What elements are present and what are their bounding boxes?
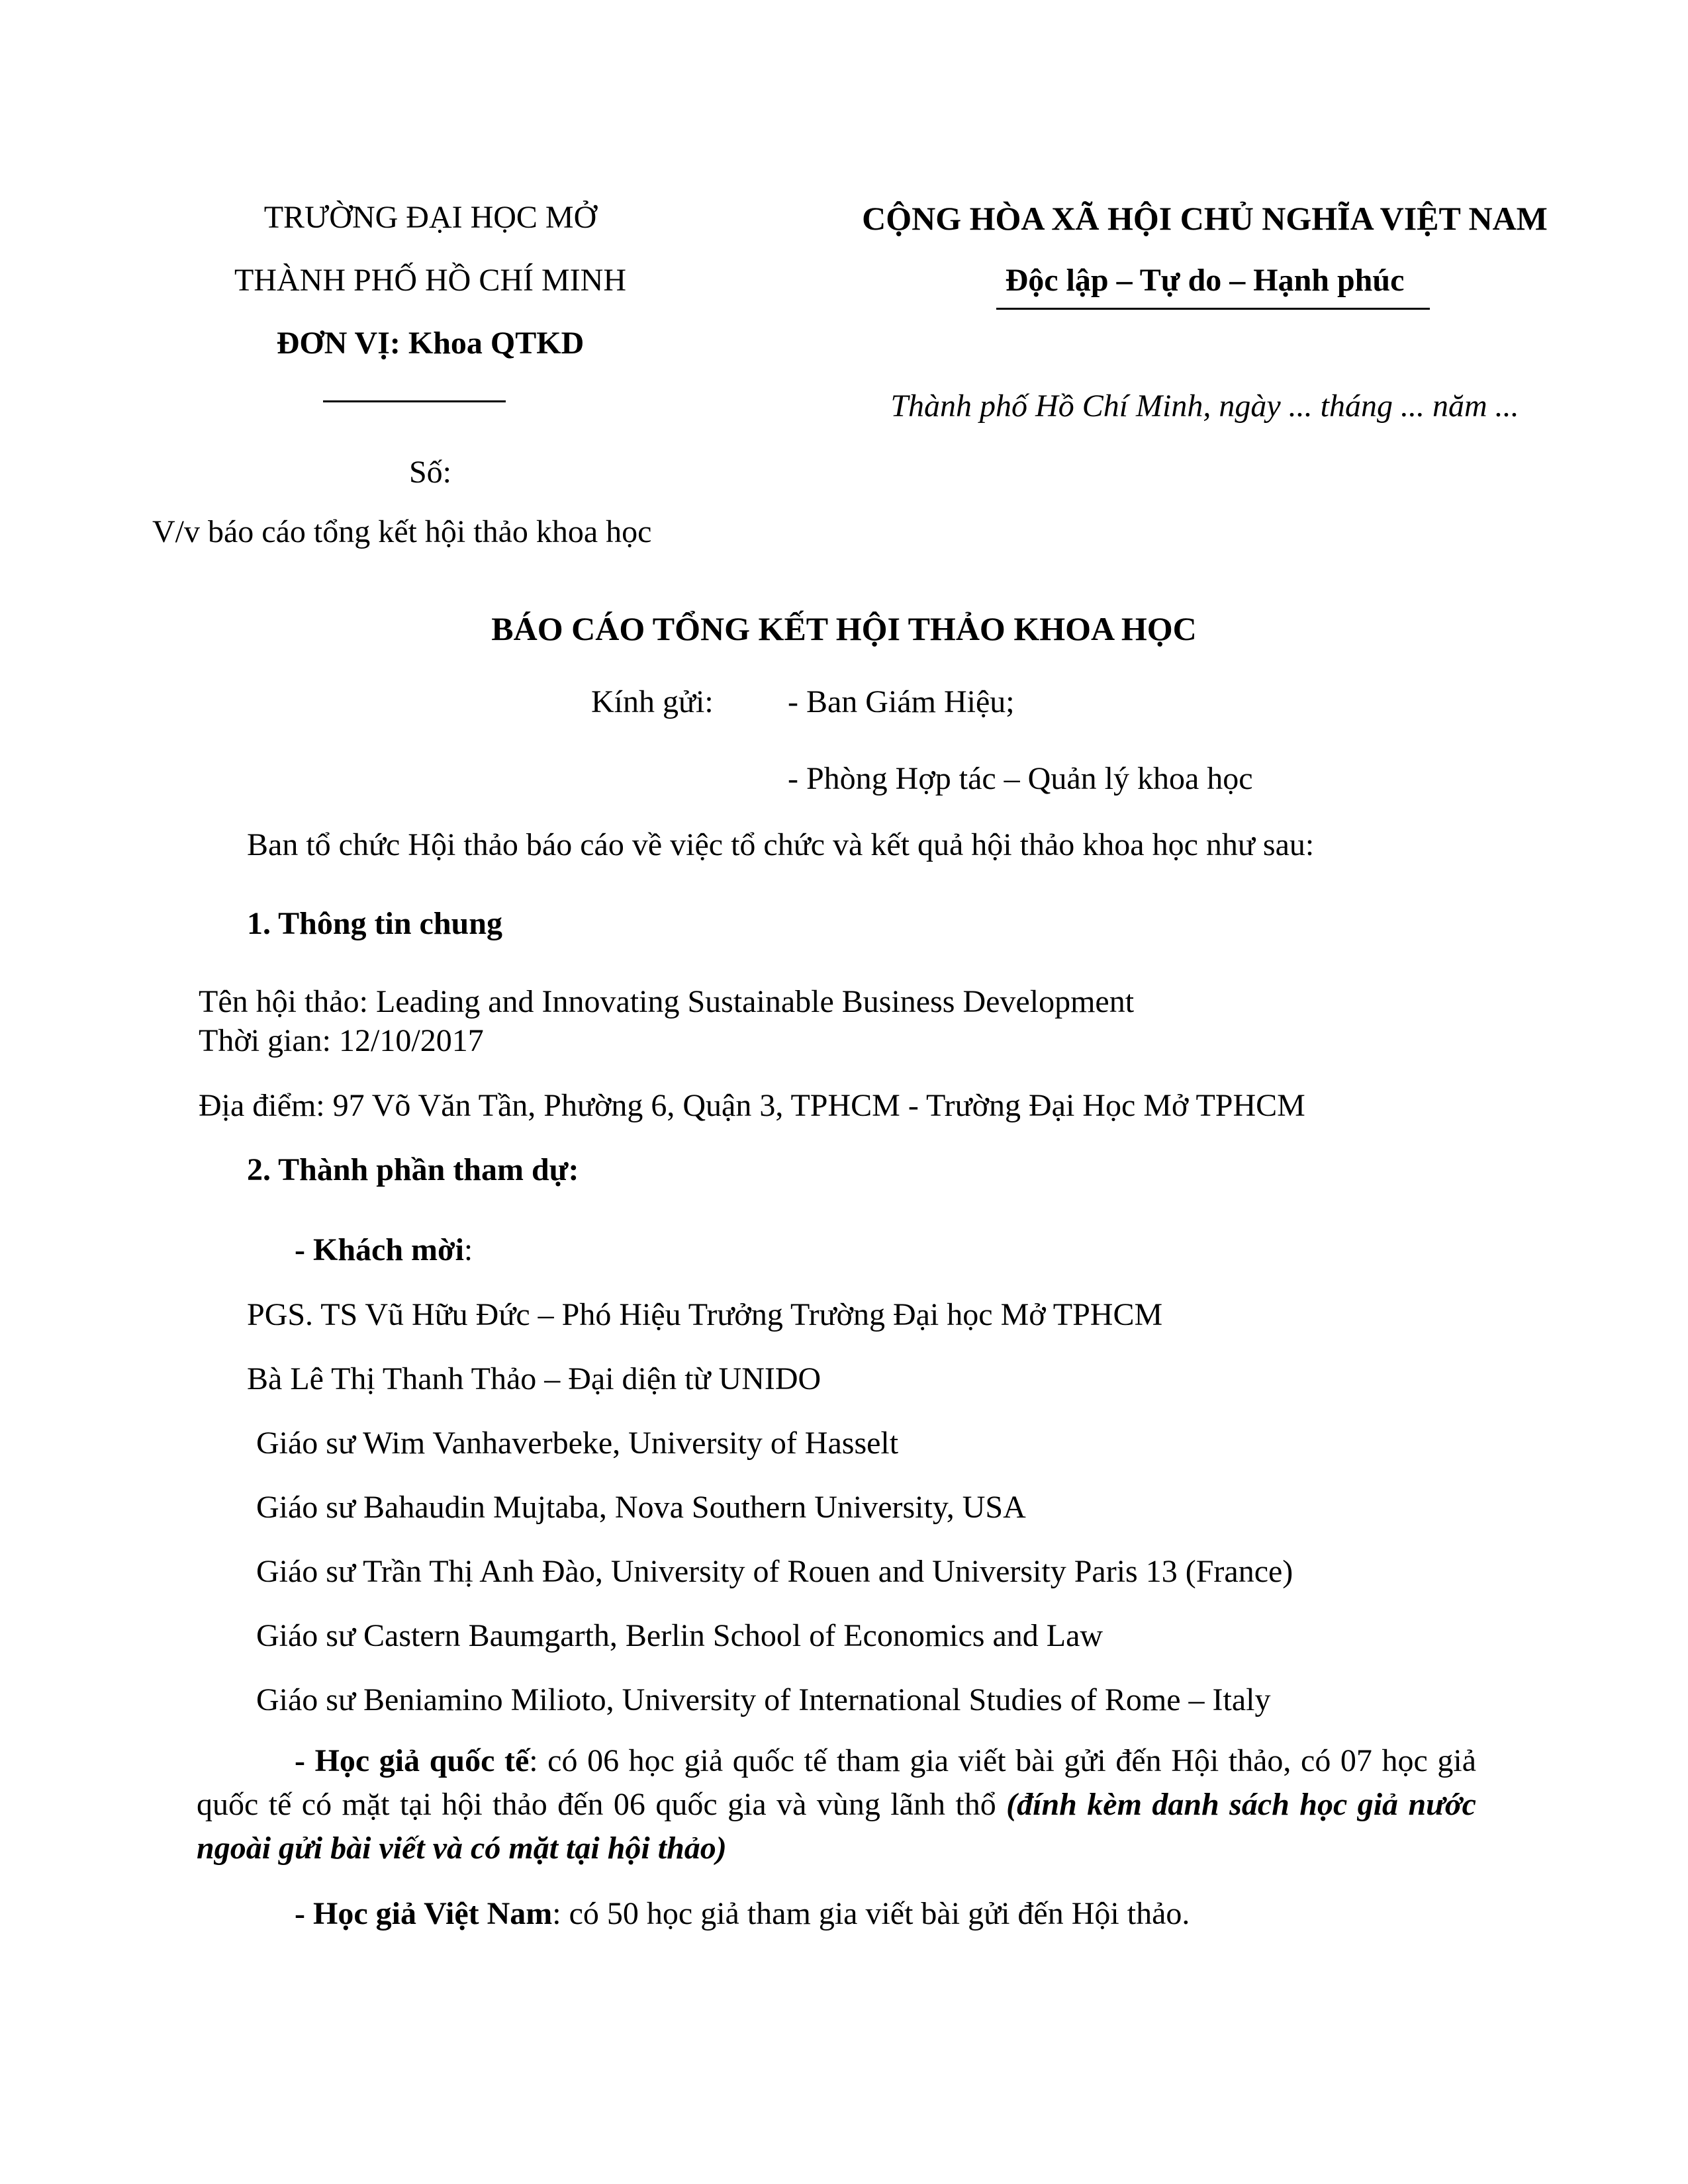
intro-text: Ban tổ chức Hội thảo báo cáo về việc tổ chức và kết quả hội thảo khoa học như sau: (247, 827, 1315, 862)
document-subject: V/v báo cáo tổng kết hội thảo khoa học (152, 514, 652, 549)
school-name-line1: TRƯỜNG ĐẠI HỌC MỞ (263, 200, 597, 235)
vn-scholars-paragraph (295, 1898, 1190, 1930)
guests-heading (295, 1234, 473, 1266)
document-number-label: Số: (408, 455, 452, 490)
report-title: BÁO CÁO TỔNG KẾT HỘI THẢO KHOA HỌC (491, 610, 1197, 647)
guest-item: Giáo sư Beniamino Milioto, University of International Studies of Rome – Italy (256, 1682, 1271, 1717)
guest-item: Giáo sư Trần Thị Anh Đào, University of Rouen and University Paris 13 (France) (256, 1554, 1293, 1589)
recipient-item: - Phòng Hợp tác – Quản lý khoa học (788, 761, 1253, 796)
guests-colon: : (463, 1232, 473, 1267)
recipients-label: Kính gửi: (591, 684, 714, 719)
conference-time: Thời gian: 12/10/2017 (199, 1023, 484, 1058)
intl-scholars-paragraph (197, 1739, 1476, 1870)
intl-scholars-label: - Học giả quốc tế (295, 1743, 530, 1778)
guests-label: - Khách mời (295, 1232, 464, 1267)
guest-item: Giáo sư Bahaudin Mujtaba, Nova Southern University, USA (256, 1490, 1026, 1525)
conference-place: Địa điểm: 97 Võ Văn Tần, Phường 6, Quận 3, TPHCM - Trường Đại Học Mở TPHCM (199, 1088, 1305, 1123)
section1-heading: 1. Thông tin chung (247, 906, 502, 941)
conference-name: Tên hội thảo: Leading and Innovating Sustainable Business Development (199, 984, 1135, 1019)
section2-heading: 2. Thành phần tham dự: (247, 1152, 579, 1187)
guest-item: Giáo sư Castern Baumgarth, Berlin School of Economics and Law (256, 1618, 1103, 1653)
national-title: CỘNG HÒA XÃ HỘI CHỦ NGHĨA VIỆT NAM (862, 200, 1548, 237)
left-header-divider (323, 400, 506, 402)
vn-scholars-label: - Học giả Việt Nam (295, 1896, 553, 1931)
motto-underline (996, 308, 1430, 310)
recipient-item: - Ban Giám Hiệu; (788, 684, 1015, 719)
intl-scholars-note: (đính kèm danh sách học giả nước ngoài gửi bài viết và có mặt tại hội thảo) (197, 1787, 1476, 1866)
place-date-line: Thành phố Hồ Chí Minh, ngày ... tháng ... năm ... (890, 388, 1519, 424)
national-motto: Độc lập – Tự do – Hạnh phúc (1005, 263, 1405, 298)
guest-item: Bà Lê Thị Thanh Thảo – Đại diện từ UNIDO (247, 1361, 821, 1396)
unit-label: ĐƠN VỊ: Khoa QTKD (276, 326, 585, 361)
vn-scholars-text: : có 50 học giả tham gia viết bài gửi đến Hội thảo. (552, 1896, 1190, 1931)
guest-item: PGS. TS Vũ Hữu Đức – Phó Hiệu Trưởng Trường Đại học Mở TPHCM (247, 1297, 1163, 1332)
intl-scholars-text: : có 06 học giả quốc tế tham gia viết bài gửi đến Hội thảo, có 07 học giả quốc tế có mặt tại hội thảo đến 06 quốc gia và vùng lãnh thổ (197, 1743, 1476, 1822)
guest-item: Giáo sư Wim Vanhaverbeke, University of Hasselt (256, 1426, 899, 1461)
school-name-line2: THÀNH PHỐ HỒ CHÍ MINH (234, 263, 626, 298)
